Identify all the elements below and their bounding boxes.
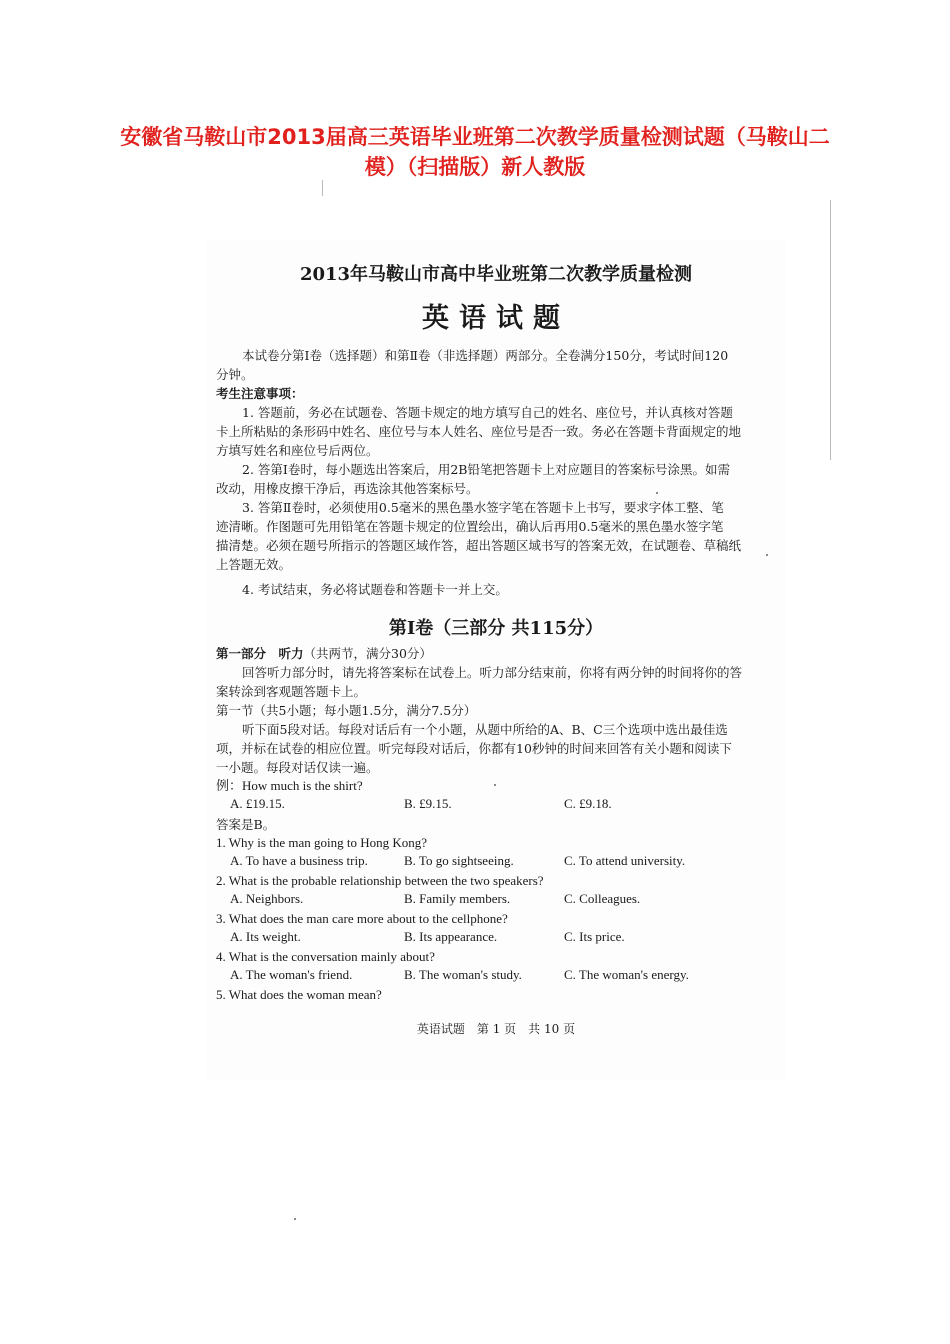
option-a: A. Its weight. (230, 929, 301, 944)
section-title: 第Ⅰ卷（三部分 共115分） (388, 618, 604, 639)
notice-item: 迹清晰。作图题可先用铅笔在答题卡规定的位置绘出，确认后再用0.5毫米的黑色墨水签字笔 (216, 519, 724, 534)
section-heading: 第一节（共5小题；每小题1.5分，满分7.5分） (216, 703, 477, 718)
exam-subject-title: 英语试题 (422, 303, 570, 334)
exam-header: 2013年马鞍山市高中毕业班第二次教学质量检测 (299, 264, 693, 285)
notice-item: 1. 答题前，务必在试题卷、答题卡规定的地方填写自己的姓名、座位号，并认真核对答题 (242, 405, 733, 420)
scan-speck (766, 554, 768, 556)
intro-line: 分钟。 (216, 367, 254, 382)
example-question: 例：How much is the shirt? (216, 778, 363, 793)
question: 1. Why is the man going to Hong Kong? (216, 835, 427, 850)
notice-item: 2. 答第Ⅰ卷时，每小题选出答案后，用2B铅笔把答题卡上对应题目的答案标号涂黑。如需 (242, 462, 730, 477)
option-a: A. Neighbors. (230, 891, 304, 906)
example-answer: 答案是B。 (216, 817, 276, 832)
page-footer: 英语试题 第 1 页 共 10 页 (416, 1022, 576, 1036)
scan-speck (294, 1218, 296, 1220)
option-c: C. £9.18. (564, 796, 612, 811)
option-b: B. Family members. (404, 891, 511, 906)
scan-speck (494, 784, 496, 786)
option-c: C. The woman's energy. (564, 967, 689, 982)
section-description: 一小题。每段对话仅读一遍。 (216, 760, 379, 775)
section-description: 听下面5段对话。每段对话后有一个小题，从题中所给的A、B、C三个选项中选出最佳选 (242, 722, 728, 737)
notice-title: 考生注意事项： (216, 386, 304, 401)
scan-edge (830, 200, 831, 460)
option-b: B. Its appearance. (404, 929, 498, 944)
document-title-line1: 安徽省马鞍山市2013届高三英语毕业班第二次教学质量检测试题（马鞍山二 (120, 125, 830, 149)
notice-item: 方填写姓名和座位号后两位。 (216, 443, 379, 458)
notice-item: 上答题无效。 (216, 557, 292, 572)
option-c: C. Colleagues. (564, 891, 641, 906)
question: 5. What does the woman mean? (216, 987, 382, 1002)
section-description: 项，并标在试卷的相应位置。听完每段对话后，你都有10秒钟的时间来回答有关小题和阅读下 (216, 741, 732, 756)
option-b: B. To go sightseeing. (404, 853, 514, 868)
option-c: C. Its price. (564, 929, 625, 944)
option-c: C. To attend university. (564, 853, 686, 868)
intro-line: 本试卷分第Ⅰ卷（选择题）和第Ⅱ卷（非选择题）两部分。全卷满分150分，考试时间120 (242, 348, 729, 363)
part-heading-label: 第一部分 听力 (216, 646, 304, 661)
part-heading-detail: （共两节，满分30分） (303, 646, 432, 661)
scanned-exam-page (206, 240, 786, 1080)
document-title-line2: 模）（扫描版）新人教版 (364, 155, 586, 179)
scan-mark (322, 180, 323, 196)
question: 4. What is the conversation mainly about? (216, 949, 435, 964)
notice-item: 4. 考试结束，务必将试题卷和答题卡一并上交。 (242, 582, 508, 597)
scan-speck (656, 492, 658, 494)
option-a: A. To have a business trip. (230, 853, 368, 868)
part-heading (216, 644, 776, 663)
question: 2. What is the probable relationship between the two speakers? (216, 873, 544, 888)
document-title (80, 122, 870, 182)
option-a: A. £19.15. (230, 796, 285, 811)
part-description: 案转涂到客观题答题卡上。 (216, 684, 367, 699)
part-description: 回答听力部分时，请先将答案标在试卷上。听力部分结束前，你将有两分钟的时间将你的答 (242, 665, 743, 680)
option-a: A. The woman's friend. (230, 967, 353, 982)
option-b: B. £9.15. (404, 796, 452, 811)
notice-item: 描清楚。必须在题号所指示的答题区域作答，超出答题区域书写的答案无效，在试题卷、草稿纸 (216, 538, 742, 553)
notice-item: 3. 答第Ⅱ卷时，必须使用0.5毫米的黑色墨水签字笔在答题卡上书写，要求字体工整、笔 (242, 500, 724, 515)
notice-item: 卡上所粘贴的条形码中姓名、座位号与本人姓名、座位号是否一致。务必在答题卡背面规定的地 (216, 424, 742, 439)
notice-item: 改动，用橡皮擦干净后，再选涂其他答案标号。 (216, 481, 479, 496)
option-b: B. The woman's study. (404, 967, 522, 982)
question: 3. What does the man care more about to the cellphone? (216, 911, 508, 926)
